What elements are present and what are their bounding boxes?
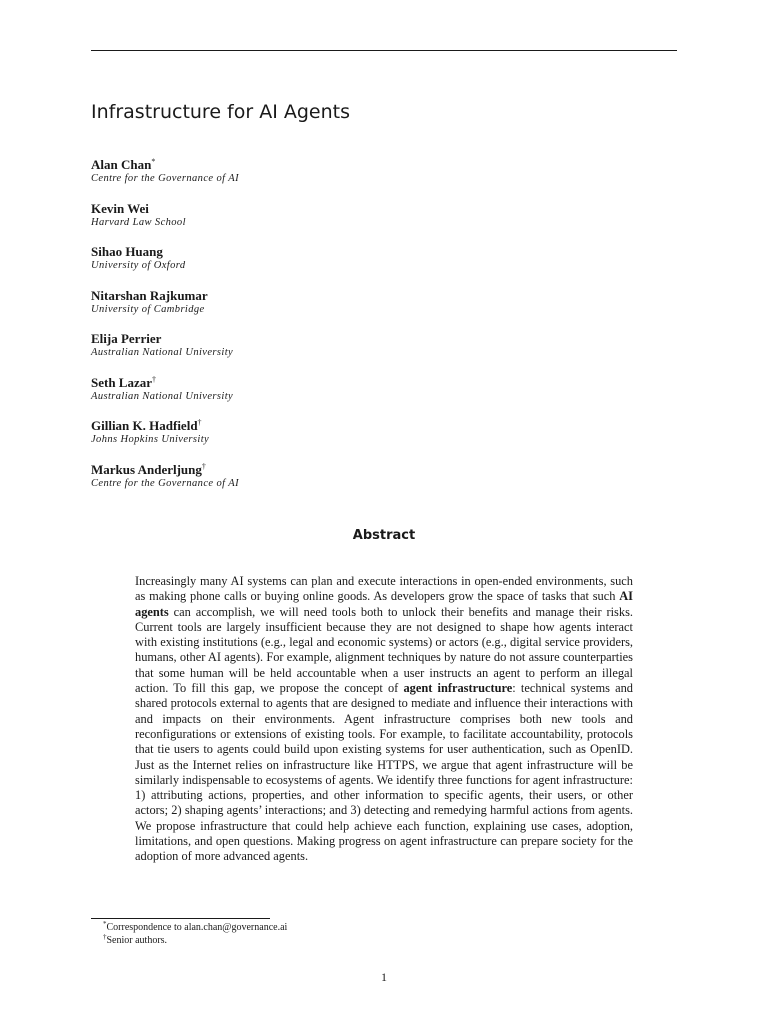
header-rule <box>91 50 677 51</box>
author-name: Alan Chan* <box>91 157 156 172</box>
author-name: Sihao Huang <box>91 244 163 259</box>
author-entry <box>91 375 591 419</box>
author-name: Elija Perrier <box>91 331 162 346</box>
author-name: Kevin Wei <box>91 200 149 216</box>
author-affiliation: Harvard Law School <box>91 216 186 228</box>
author-entry <box>91 418 591 462</box>
author-entry <box>91 244 591 288</box>
author-name: Nitarshan Rajkumar <box>91 287 208 303</box>
author-entry <box>91 462 591 506</box>
author-name: Markus Anderljung† <box>91 461 206 477</box>
author-affiliation: Australian National University <box>91 390 234 402</box>
footnote-correspondence: *Correspondence to alan.chan@governance.ai <box>103 920 288 933</box>
author-mark: † <box>152 374 157 384</box>
footnotes <box>103 921 287 947</box>
term-agent-infrastructure: agent infrastructure <box>403 681 513 696</box>
author-mark: † <box>201 461 206 471</box>
paper-title: Infrastructure for AI Agents <box>91 101 350 123</box>
author-affiliation: University of Oxford <box>91 260 186 271</box>
footnote-rule <box>91 918 270 919</box>
page-number: 1 <box>381 970 387 984</box>
author-affiliation: Johns Hopkins University <box>91 434 210 445</box>
author-mark: † <box>197 418 202 427</box>
author-name: Gillian K. Hadfield† <box>91 418 202 433</box>
author-entry <box>91 157 591 201</box>
author-affiliation: Australian National University <box>91 347 234 358</box>
abstract-text: Increasingly many AI systems can plan and execute interactions in open-ended environments, such as making phone calls or buying online goods. As developers grow the space of tasks that such AI agents can accomplish, we will need tools both to unlock their benefits and manage their risks. Current tools are largely insufficient because they are not designed to shape how agents interact with existing institutions (e.g., legal and economic systems) or actors (e.g., digital service providers, humans, other AI agents). For example, alignment techniques by nature do not assure counterparties that some human will be held accountable when a user instructs an agent to perform an illegal action. To fill this gap, we propose the concept of agent infrastructure: technical systems and shared protocols external to agents that are designed to mediate and influence their interactions with and impacts on their environments. Agent infrastructure comprises both new tools and reconfigurations or extensions of existing tools. For example, to facilitate accountability, protocols that tie users to agents could build upon existing systems for user authentication, such as OpenID. Just as the Internet relies on infrastructure like HTTPS, we argue that agent infrastructure will be similarly indispensable to ecosystems of agents. We identify three functions for agent infrastructure: 1) attributing actions, properties, and other information to specific agents, their users, or other actors; 2) shaping agents’ interactions; and 3) detecting and remedying harmful actions from agents. We propose infrastructure that could help achieve each function, explaining use cases, adoption, limitations, and open questions. Making progress on agent infrastructure can prepare society for the adoption of more advanced agents. <box>135 574 634 864</box>
author-entry <box>91 201 591 245</box>
abstract-heading: Abstract <box>352 528 416 543</box>
author-affiliation: Centre for the Governance of AI <box>91 173 239 184</box>
author-entry <box>91 331 591 375</box>
author-list <box>91 157 591 505</box>
footnote-senior-authors: †Senior authors. <box>103 933 168 946</box>
author-mark: * <box>151 157 156 166</box>
author-entry <box>91 288 591 332</box>
author-affiliation: Centre for the Governance of AI <box>91 477 239 489</box>
author-affiliation: University of Cambridge <box>91 303 205 315</box>
author-name: Seth Lazar† <box>91 374 157 390</box>
term-ai-agents: AI agents <box>135 589 633 619</box>
